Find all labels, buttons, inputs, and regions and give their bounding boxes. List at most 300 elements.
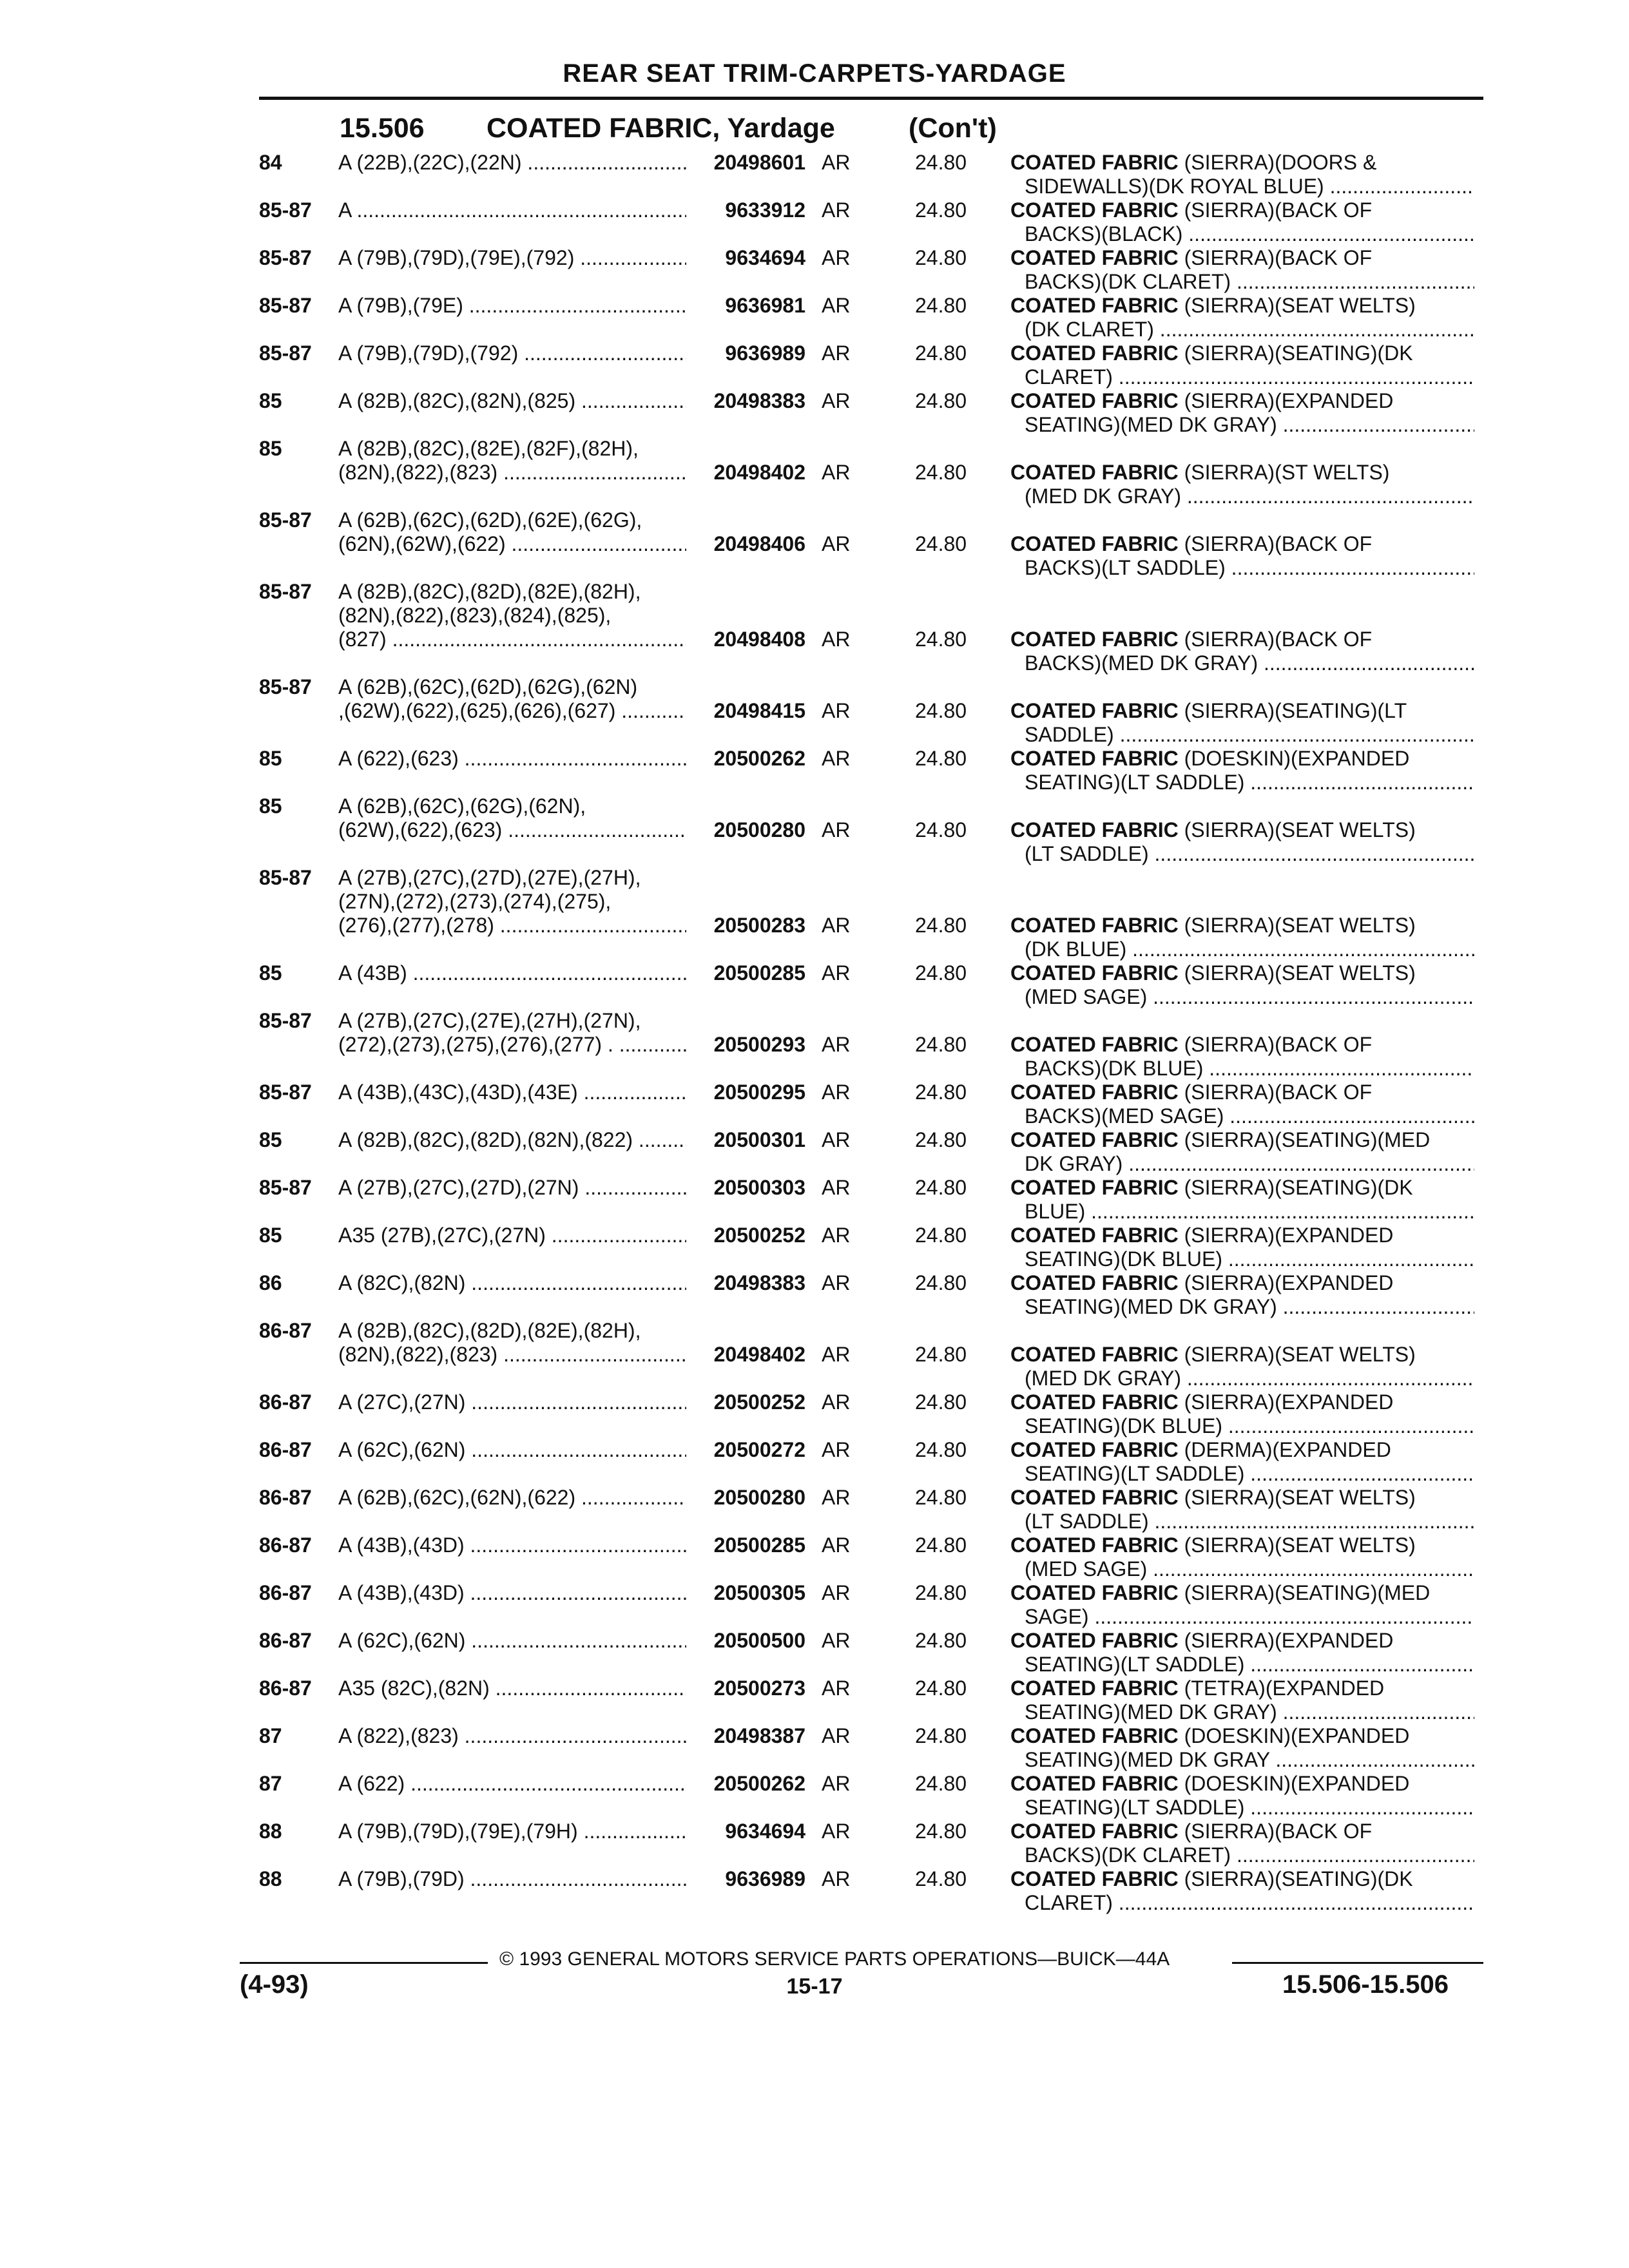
model-year: 86	[259, 1271, 282, 1294]
part-name-bold: COATED FABRIC	[1010, 1772, 1179, 1795]
model-year: 87	[259, 1772, 282, 1795]
model-year: 85-87	[259, 675, 312, 698]
part-number: 20500301	[713, 1128, 805, 1151]
page-number: 15-17	[786, 1974, 843, 1999]
part-name-line: (DK BLUE) .....	[1010, 937, 1474, 961]
description	[338, 1224, 686, 1247]
section-reference: 15.506-15.506	[1282, 1970, 1449, 1999]
quantity: AR	[822, 699, 851, 722]
description	[338, 1724, 686, 1748]
model-year: 85	[259, 389, 282, 412]
part-name-line: COATED FABRIC (SIERRA)(BACK OF	[1010, 532, 1373, 555]
part-name-line: BACKS)(BLACK) .....	[1010, 222, 1474, 246]
model-year: 85-87	[259, 508, 312, 532]
table-row	[0, 151, 1629, 198]
description-line: A (27B),(27C),(27D),(27E),(27H),	[338, 866, 641, 889]
table-row	[0, 508, 1629, 580]
part-name-line: COATED FABRIC (SIERRA)(BACK OF	[1010, 246, 1373, 269]
part-name-bold: COATED FABRIC	[1010, 246, 1179, 269]
description-line: A (82B),(82C),(82E),(82F),(82H),	[338, 437, 639, 460]
quantity: AR	[822, 198, 851, 222]
model-year: 86-87	[259, 1629, 312, 1652]
description-line: (82N),(822),(823) .....	[338, 1343, 686, 1367]
part-name-line: SEATING)(LT SADDLE) .....	[1010, 1653, 1474, 1677]
part-name	[1010, 389, 1474, 437]
part-number: 20500305	[713, 1581, 805, 1604]
part-name-bold: COATED FABRIC	[1010, 341, 1179, 365]
description-line: A (82B),(82C),(82D),(82E),(82H),	[338, 1319, 641, 1342]
model-year: 86-87	[259, 1581, 312, 1604]
part-name-line: CLARET) .....	[1010, 1891, 1474, 1915]
model-year: 85	[259, 747, 282, 770]
model-year: 86-87	[259, 1438, 312, 1461]
part-number: 20500295	[713, 1081, 805, 1104]
table-row	[0, 389, 1629, 437]
description-line: A (43B) .....	[338, 961, 686, 985]
model-year: 84	[259, 151, 282, 174]
price: 24.80	[915, 1533, 967, 1557]
part-name-line: COATED FABRIC (SIERRA)(SEAT WELTS)	[1010, 1343, 1416, 1366]
quantity: AR	[822, 818, 851, 841]
description-line: A (43B),(43D) .....	[338, 1581, 686, 1605]
part-name-bold: COATED FABRIC	[1010, 1343, 1179, 1366]
quantity: AR	[822, 628, 851, 651]
description	[338, 1271, 686, 1295]
part-name	[1010, 1438, 1474, 1486]
model-year: 85-87	[259, 866, 312, 889]
part-number: 20498408	[713, 628, 805, 651]
description-line: (272),(273),(275),(276),(277) . .....	[338, 1033, 686, 1057]
part-name-line: DK GRAY) .....	[1010, 1152, 1474, 1176]
part-name-line: COATED FABRIC (SIERRA)(SEATING)(MED	[1010, 1128, 1431, 1151]
description-line: A (622) .....	[338, 1772, 686, 1796]
quantity: AR	[822, 1533, 851, 1557]
part-name-bold: COATED FABRIC	[1010, 1224, 1179, 1247]
table-row	[0, 1009, 1629, 1081]
part-name	[1010, 1176, 1474, 1224]
quantity: AR	[822, 341, 851, 365]
description	[338, 1009, 686, 1057]
part-name-line: COATED FABRIC (SIERRA)(EXPANDED	[1010, 1629, 1394, 1652]
price: 24.80	[915, 532, 967, 555]
part-name	[1010, 1224, 1474, 1271]
part-number: 20498601	[713, 151, 805, 174]
table-row	[0, 198, 1629, 246]
quantity: AR	[822, 1486, 851, 1509]
model-year: 85-87	[259, 246, 312, 269]
description	[338, 1438, 686, 1462]
model-year: 86-87	[259, 1533, 312, 1557]
part-name-line: BACKS)(DK CLARET) .....	[1010, 270, 1474, 294]
part-name	[1010, 1486, 1474, 1533]
part-number: 9633912	[725, 198, 805, 222]
description	[338, 198, 686, 222]
part-name-bold: COATED FABRIC	[1010, 1820, 1179, 1843]
table-row	[0, 1081, 1629, 1128]
description-line: A (79B),(79D),(792) .....	[338, 341, 686, 365]
description-line: (82N),(822),(823) .....	[338, 461, 686, 485]
table-row	[0, 1176, 1629, 1224]
price: 24.80	[915, 151, 967, 174]
part-number: 9634694	[725, 246, 805, 269]
table-row	[0, 1224, 1629, 1271]
table-row	[0, 437, 1629, 508]
part-name-line: COATED FABRIC (SIERRA)(SEAT WELTS)	[1010, 294, 1416, 317]
table-row	[0, 1319, 1629, 1390]
part-name-bold: COATED FABRIC	[1010, 198, 1179, 222]
part-number: 20498383	[713, 1271, 805, 1294]
part-name-line: SEATING)(MED DK GRAY) .....	[1010, 1700, 1474, 1724]
part-name-line: (MED SAGE) .....	[1010, 985, 1474, 1009]
part-name-line: COATED FABRIC (SIERRA)(SEATING)(MED	[1010, 1581, 1431, 1604]
part-name-line: (LT SADDLE) .....	[1010, 842, 1474, 866]
quantity: AR	[822, 914, 851, 937]
description-line: A (82B),(82C),(82D),(82E),(82H),	[338, 580, 641, 603]
table-row	[0, 1629, 1629, 1677]
part-number: 20500252	[713, 1224, 805, 1247]
part-name	[1010, 1581, 1474, 1629]
model-year: 86-87	[259, 1319, 312, 1342]
part-name-line: COATED FABRIC (SIERRA)(EXPANDED	[1010, 1390, 1394, 1414]
part-number: 20500500	[713, 1629, 805, 1652]
part-name	[1010, 961, 1474, 1009]
part-name-line: COATED FABRIC (SIERRA)(SEATING)(DK	[1010, 1176, 1413, 1199]
description	[338, 1486, 686, 1510]
description-line: A (62C),(62N) .....	[338, 1629, 686, 1653]
footer-rule-left	[240, 1962, 488, 1964]
part-name-line: COATED FABRIC (SIERRA)(EXPANDED	[1010, 1224, 1394, 1247]
description-line: A (27B),(27C),(27E),(27H),(27N),	[338, 1009, 641, 1032]
quantity: AR	[822, 1438, 851, 1461]
part-name-bold: COATED FABRIC	[1010, 818, 1179, 841]
part-name-line: SEATING)(MED DK GRAY) .....	[1010, 1295, 1474, 1319]
part-name	[1010, 818, 1474, 866]
part-name-line: COATED FABRIC (SIERRA)(BACK OF	[1010, 1033, 1373, 1056]
part-name-bold: COATED FABRIC	[1010, 1128, 1179, 1151]
part-name	[1010, 1820, 1474, 1867]
part-name-bold: COATED FABRIC	[1010, 914, 1179, 937]
quantity: AR	[822, 1724, 851, 1747]
part-name-line: SEATING)(LT SADDLE) .....	[1010, 1462, 1474, 1486]
table-row	[0, 1677, 1629, 1724]
description-line: A (79B),(79E) .....	[338, 294, 686, 318]
quantity: AR	[822, 1176, 851, 1199]
part-name-line: (MED DK GRAY) .....	[1010, 1367, 1474, 1390]
model-year: 85	[259, 961, 282, 985]
table-row	[0, 1271, 1629, 1319]
description	[338, 246, 686, 270]
description	[338, 675, 686, 723]
price: 24.80	[915, 818, 967, 841]
part-name	[1010, 246, 1474, 294]
price: 24.80	[915, 914, 967, 937]
part-number: 20498406	[713, 532, 805, 555]
part-number: 20500262	[713, 747, 805, 770]
price: 24.80	[915, 1867, 967, 1890]
quantity: AR	[822, 1629, 851, 1652]
part-name-line: COATED FABRIC (SIERRA)(SEAT WELTS)	[1010, 914, 1416, 937]
footer-date: (4-93)	[240, 1970, 309, 1999]
description	[338, 508, 686, 556]
section-number: 15.506	[340, 113, 425, 144]
description-line: (62N),(62W),(622) .....	[338, 532, 686, 556]
part-number: 20498415	[713, 699, 805, 722]
part-name	[1010, 914, 1474, 961]
description	[338, 151, 686, 175]
quantity: AR	[822, 532, 851, 555]
part-name-bold: COATED FABRIC	[1010, 1533, 1179, 1557]
description-line: (827) .....	[338, 628, 686, 651]
model-year: 85-87	[259, 198, 312, 222]
part-number: 20500273	[713, 1677, 805, 1700]
description-line: A (27B),(27C),(27D),(27N) .....	[338, 1176, 686, 1200]
part-name-bold: COATED FABRIC	[1010, 389, 1179, 412]
part-name-line: COATED FABRIC (SIERRA)(SEAT WELTS)	[1010, 1486, 1416, 1509]
table-row	[0, 294, 1629, 341]
part-name-line: SEATING)(LT SADDLE) .....	[1010, 771, 1474, 794]
part-name-line: SEATING)(MED DK GRAY .....	[1010, 1748, 1474, 1772]
price: 24.80	[915, 1176, 967, 1199]
quantity: AR	[822, 961, 851, 985]
price: 24.80	[915, 1271, 967, 1294]
model-year: 88	[259, 1820, 282, 1843]
part-number: 20500285	[713, 961, 805, 985]
part-name-line: COATED FABRIC (DOESKIN)(EXPANDED	[1010, 1724, 1410, 1747]
part-name	[1010, 628, 1474, 675]
price: 24.80	[915, 1820, 967, 1843]
price: 24.80	[915, 389, 967, 412]
description	[338, 580, 686, 651]
part-name-line: COATED FABRIC (SIERRA)(EXPANDED	[1010, 389, 1394, 412]
footer-copyright: © 1993 GENERAL MOTORS SERVICE PARTS OPERATIONS—BUICK—44A	[499, 1948, 1170, 1970]
part-number: 20498383	[713, 389, 805, 412]
table-row	[0, 1772, 1629, 1820]
description	[338, 1533, 686, 1557]
footer-rule-right	[1232, 1962, 1483, 1964]
part-name-bold: COATED FABRIC	[1010, 151, 1179, 174]
part-name-line: COATED FABRIC (SIERRA)(DOORS &	[1010, 151, 1377, 174]
table-row	[0, 675, 1629, 747]
part-name-line: BACKS)(DK CLARET) .....	[1010, 1843, 1474, 1867]
continued-label: (Con't)	[909, 113, 997, 144]
part-name-bold: COATED FABRIC	[1010, 1438, 1179, 1461]
part-name	[1010, 1629, 1474, 1677]
description-line: A (79B),(79D),(79E),(79H) .....	[338, 1820, 686, 1843]
part-name	[1010, 461, 1474, 508]
description-line: A (82B),(82C),(82N),(825) .....	[338, 389, 686, 413]
quantity: AR	[822, 1820, 851, 1843]
quantity: AR	[822, 1081, 851, 1104]
part-number: 9636989	[725, 1867, 805, 1890]
part-name-bold: COATED FABRIC	[1010, 1581, 1179, 1604]
description-line: (62W),(622),(623) .....	[338, 818, 686, 842]
part-name-line: SEATING)(DK BLUE) .....	[1010, 1247, 1474, 1271]
price: 24.80	[915, 1343, 967, 1366]
part-name	[1010, 532, 1474, 580]
model-year: 85	[259, 437, 282, 460]
table-row	[0, 1533, 1629, 1581]
price: 24.80	[915, 1724, 967, 1747]
part-number: 9634694	[725, 1820, 805, 1843]
part-name-line: BACKS)(MED SAGE) .....	[1010, 1104, 1474, 1128]
part-number: 20500252	[713, 1390, 805, 1414]
part-name	[1010, 699, 1474, 747]
part-name-bold: COATED FABRIC	[1010, 461, 1179, 484]
part-name-bold: COATED FABRIC	[1010, 699, 1179, 722]
description	[338, 747, 686, 771]
description	[338, 1629, 686, 1653]
description-line: A (822),(823) .....	[338, 1724, 686, 1748]
price: 24.80	[915, 341, 967, 365]
description-line: A (62B),(62C),(62G),(62N),	[338, 794, 586, 818]
part-name-line: (DK CLARET) .....	[1010, 318, 1474, 341]
part-name-line: SEATING)(LT SADDLE) .....	[1010, 1796, 1474, 1820]
price: 24.80	[915, 198, 967, 222]
quantity: AR	[822, 246, 851, 269]
quantity: AR	[822, 1224, 851, 1247]
part-name-line: COATED FABRIC (SIERRA)(EXPANDED	[1010, 1271, 1394, 1294]
table-row	[0, 1438, 1629, 1486]
description-line: A (62B),(62C),(62D),(62E),(62G),	[338, 508, 642, 532]
table-row	[0, 1581, 1629, 1629]
part-name-line: COATED FABRIC (SIERRA)(SEATING)(LT	[1010, 699, 1407, 722]
part-name	[1010, 198, 1474, 246]
part-name-bold: COATED FABRIC	[1010, 1271, 1179, 1294]
model-year: 85-87	[259, 1009, 312, 1032]
part-name-bold: COATED FABRIC	[1010, 1629, 1179, 1652]
description-line: ,(62W),(622),(625),(626),(627) .....	[338, 699, 686, 723]
model-year: 85	[259, 794, 282, 818]
quantity: AR	[822, 151, 851, 174]
description	[338, 389, 686, 413]
part-name	[1010, 1772, 1474, 1820]
price: 24.80	[915, 1224, 967, 1247]
price: 24.80	[915, 961, 967, 985]
description-line: A (22B),(22C),(22N) .....	[338, 151, 686, 175]
part-name-line: COATED FABRIC (TETRA)(EXPANDED	[1010, 1677, 1385, 1700]
table-row	[0, 866, 1629, 961]
price: 24.80	[915, 1629, 967, 1652]
price: 24.80	[915, 1438, 967, 1461]
quantity: AR	[822, 1271, 851, 1294]
part-name-line: SEATING)(DK BLUE) .....	[1010, 1414, 1474, 1438]
header-rule	[259, 97, 1483, 100]
description-line: A35 (82C),(82N) .....	[338, 1677, 686, 1700]
model-year: 85-87	[259, 341, 312, 365]
quantity: AR	[822, 1772, 851, 1795]
table-row	[0, 794, 1629, 866]
part-number: 9636989	[725, 341, 805, 365]
part-name-bold: COATED FABRIC	[1010, 1677, 1179, 1700]
part-name	[1010, 341, 1474, 389]
part-name-line: (MED SAGE) .....	[1010, 1557, 1474, 1581]
model-year: 88	[259, 1867, 282, 1890]
part-number: 20500285	[713, 1533, 805, 1557]
part-name-bold: COATED FABRIC	[1010, 1081, 1179, 1104]
description	[338, 1128, 686, 1152]
model-year: 86-87	[259, 1677, 312, 1700]
part-name-line: COATED FABRIC (SIERRA)(SEATING)(DK	[1010, 1867, 1413, 1890]
part-number: 9636981	[725, 294, 805, 317]
model-year: 86-87	[259, 1390, 312, 1414]
part-name-line: COATED FABRIC (DOESKIN)(EXPANDED	[1010, 747, 1410, 770]
quantity: AR	[822, 1128, 851, 1151]
model-year: 87	[259, 1724, 282, 1747]
part-name-line: COATED FABRIC (SIERRA)(SEATING)(DK	[1010, 341, 1413, 365]
description-line: (276),(277),(278) .....	[338, 914, 686, 937]
part-name	[1010, 1128, 1474, 1176]
part-name-line: BACKS)(MED DK GRAY) .....	[1010, 651, 1474, 675]
price: 24.80	[915, 294, 967, 317]
part-name-bold: COATED FABRIC	[1010, 294, 1179, 317]
quantity: AR	[822, 461, 851, 484]
part-name-line: BACKS)(DK BLUE) .....	[1010, 1057, 1474, 1081]
parts-table	[0, 151, 1629, 1915]
description-line: A (62B),(62C),(62N),(622) .....	[338, 1486, 686, 1510]
part-name	[1010, 1390, 1474, 1438]
quantity: AR	[822, 1343, 851, 1366]
description-line: A35 (27B),(27C),(27N) .....	[338, 1224, 686, 1247]
price: 24.80	[915, 1677, 967, 1700]
part-name-bold: COATED FABRIC	[1010, 532, 1179, 555]
part-name	[1010, 1081, 1474, 1128]
part-number: 20500283	[713, 914, 805, 937]
description-line: (82N),(822),(823),(824),(825),	[338, 604, 612, 627]
part-name	[1010, 1033, 1474, 1081]
part-name	[1010, 294, 1474, 341]
part-number: 20500293	[713, 1033, 805, 1056]
quantity: AR	[822, 294, 851, 317]
price: 24.80	[915, 1772, 967, 1795]
model-year: 85-87	[259, 1176, 312, 1199]
table-row	[0, 246, 1629, 294]
part-name-line: BLUE) .....	[1010, 1200, 1474, 1224]
description	[338, 1772, 686, 1796]
part-name-line: (MED DK GRAY) .....	[1010, 485, 1474, 508]
part-name-line: SADDLE) .....	[1010, 723, 1474, 747]
description	[338, 794, 686, 842]
description-line: A (82B),(82C),(82D),(82N),(822) .....	[338, 1128, 686, 1152]
part-name-line: BACKS)(LT SADDLE) .....	[1010, 556, 1474, 580]
table-row	[0, 580, 1629, 675]
quantity: AR	[822, 389, 851, 412]
part-name-bold: COATED FABRIC	[1010, 961, 1179, 985]
description-line: A (622),(623) .....	[338, 747, 686, 771]
table-row	[0, 1867, 1629, 1915]
part-number: 20500272	[713, 1438, 805, 1461]
part-name	[1010, 1677, 1474, 1724]
description-line: A (62B),(62C),(62D),(62G),(62N)	[338, 675, 638, 698]
description-line: A (82C),(82N) .....	[338, 1271, 686, 1295]
table-row	[0, 1128, 1629, 1176]
part-name	[1010, 151, 1474, 198]
part-number: 20500280	[713, 1486, 805, 1509]
part-name-line: COATED FABRIC (DOESKIN)(EXPANDED	[1010, 1772, 1410, 1795]
part-name	[1010, 1533, 1474, 1581]
part-name-line: SIDEWALLS)(DK ROYAL BLUE) .....	[1010, 175, 1474, 198]
part-name-line: CLARET) .....	[1010, 365, 1474, 389]
part-name	[1010, 1343, 1474, 1390]
model-year: 85-87	[259, 580, 312, 603]
model-year: 85	[259, 1128, 282, 1151]
part-name	[1010, 1271, 1474, 1319]
part-name-bold: COATED FABRIC	[1010, 1486, 1179, 1509]
quantity: AR	[822, 1867, 851, 1890]
section-title: COATED FABRIC, Yardage	[487, 113, 835, 144]
part-name-bold: COATED FABRIC	[1010, 628, 1179, 651]
quantity: AR	[822, 1581, 851, 1604]
part-name-line: COATED FABRIC (SIERRA)(BACK OF	[1010, 1820, 1373, 1843]
